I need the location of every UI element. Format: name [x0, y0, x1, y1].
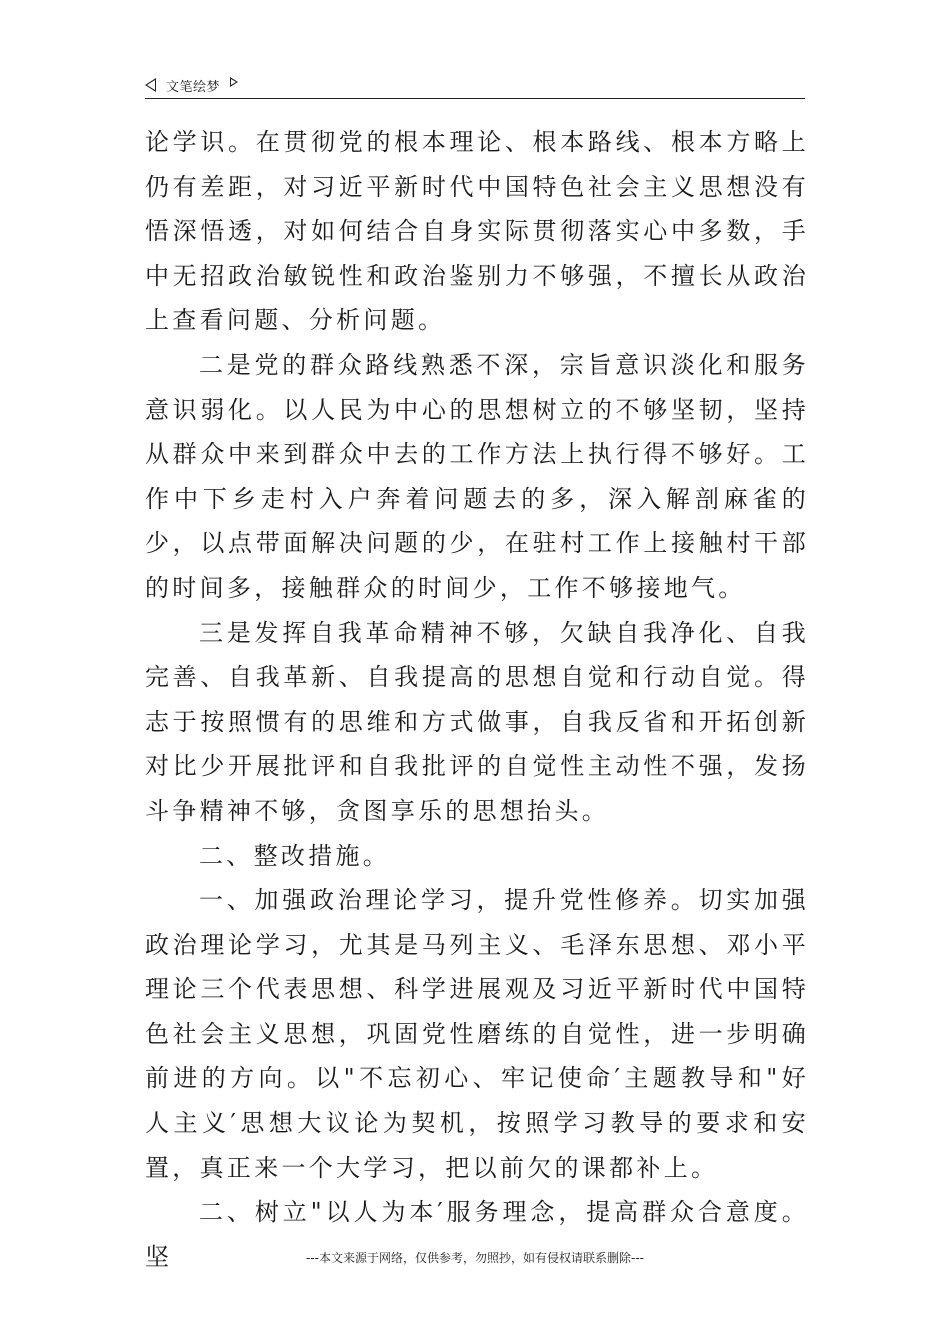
paragraph: 一、加强政治理论学习，提升党性修养。切实加强政治理论学习，尤其是马列主义、毛泽东思想、邓小平理论三个代表思想、科学进展观及习近平新时代中国特色社会主义思想，巩固党性磨练的自觉性，进一步明确前进的方向。以"不忘初心、牢记使命′主题教导和"好人主义′思想大议论为契机，按照学习教导的要求和安置，真正来一个大学习，把以前欠的课都补上。 — [145, 886, 809, 1182]
footer-disclaimer: ---本文来源于网络，仅供参考，勿照抄，如有侵权请联系删除--- — [306, 1251, 644, 1265]
section-heading: 二、整改措施。 — [199, 841, 391, 870]
right-triangle-icon — [230, 77, 238, 87]
header-title: 文笔绘梦 — [166, 79, 221, 95]
left-triangle-icon — [145, 78, 156, 92]
paragraph-continued: 论学识。在贯彻党的根本理论、根本路线、根本方略上仍有差距，对习近平新时代中国特色社会主义思想没有悟深悟透，对如何结合自身实际贯彻落实心中多数，手中无招政治敏锐性和政治鉴别力不够强，不擅长从政治上查看问题、分析问题。 — [145, 128, 809, 335]
paragraph: 二、树立"以人为本′服务理念，提高群众合意度。坚 — [145, 1198, 809, 1271]
page-header — [145, 72, 805, 99]
paragraph: 三是发挥自我革命精神不够，欠缺自我净化、自我完善、自我革新、自我提高的思想自觉和行动自觉。得志于按照惯有的思维和方式做事，自我反省和开拓创新对比少开展批评和自我批评的自觉性主动性不强，发扬斗争精神不够，贪图享乐的思想抬头。 — [145, 618, 809, 825]
document-body — [145, 120, 809, 1279]
paragraph: 二是党的群众路线熟悉不深，宗旨意识淡化和服务意识弱化。以人民为中心的思想树立的不够坚韧，坚持从群众中来到群众中去的工作方法上执行得不够好。工作中下乡走村入户奔着问题去的多，深入解剖麻雀的少，以点带面解决问题的少，在驻村工作上接触村干部的时间多，接触群众的时间少，工作不够接地气。 — [145, 350, 809, 602]
